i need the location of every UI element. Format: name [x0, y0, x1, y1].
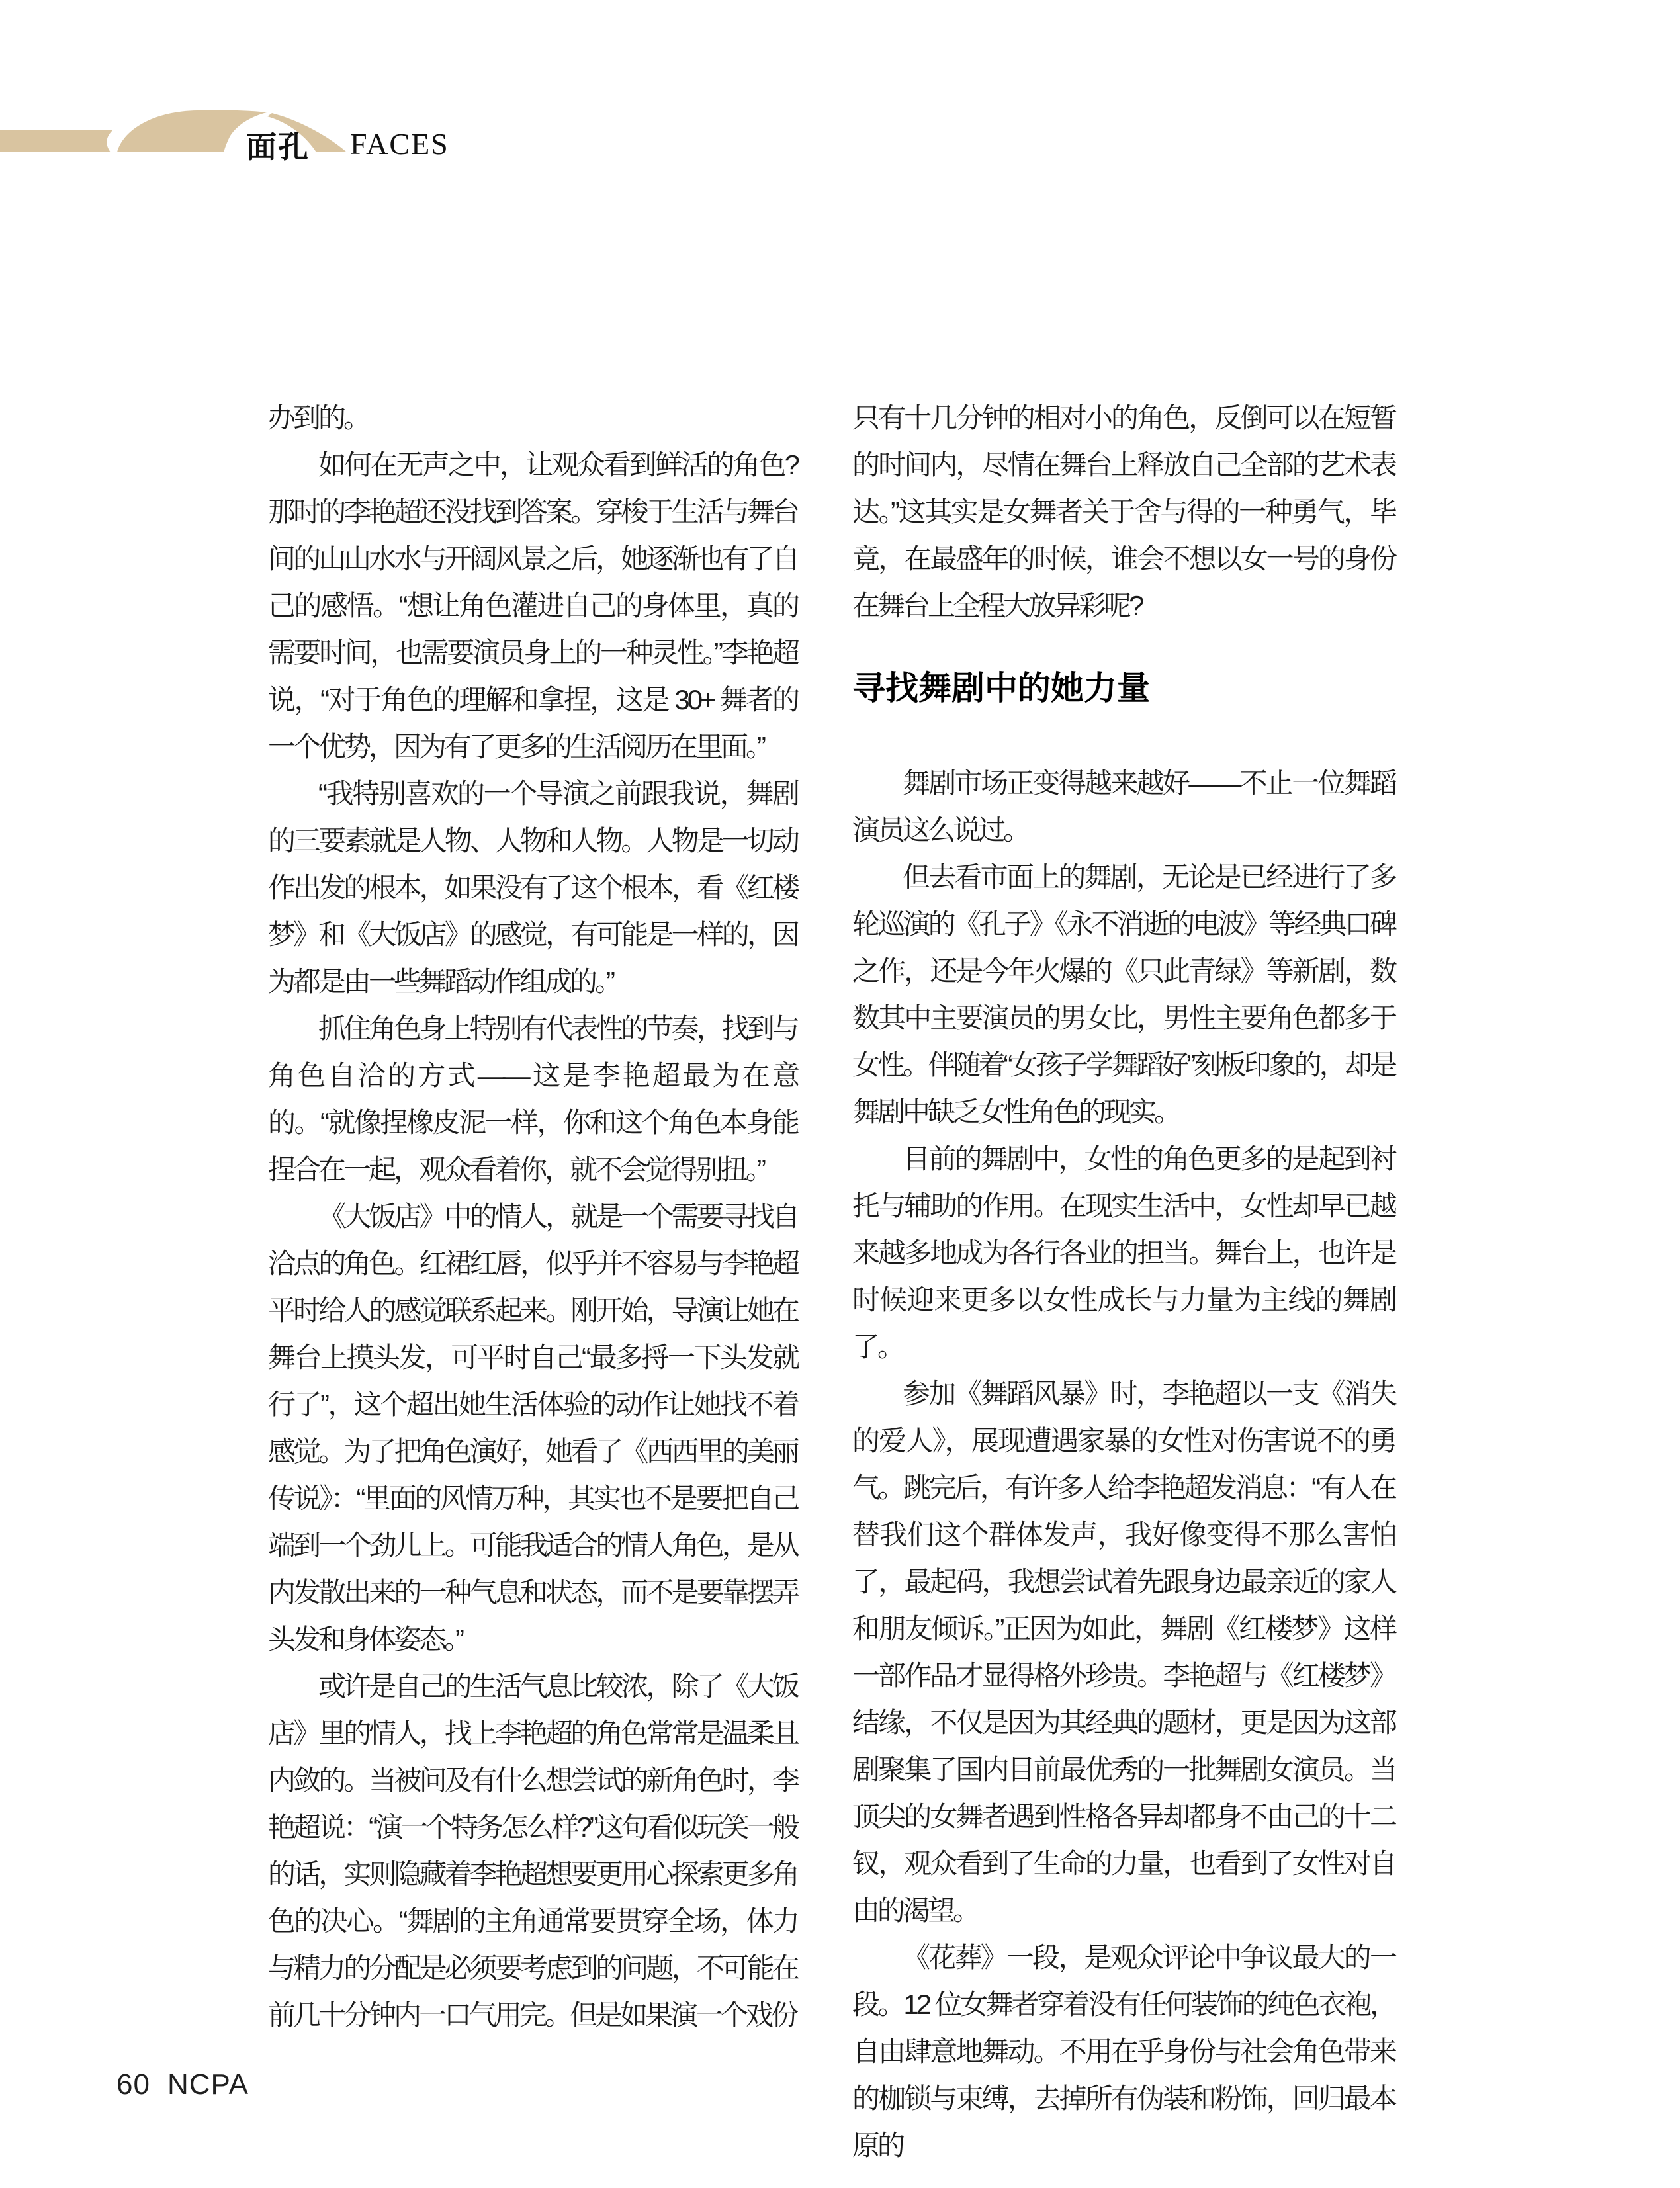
- swoosh-dome: [117, 110, 267, 152]
- body-paragraph: 舞剧市场正变得越来越好——不止一位舞蹈演员这么说过。: [852, 767, 1395, 846]
- continuation-text: 办到的。: [268, 402, 369, 433]
- magazine-code: NCPA: [167, 2068, 249, 2101]
- section-title-cn: 面孔: [246, 130, 310, 164]
- right-column: [852, 394, 1395, 2169]
- page-footer: [116, 2068, 249, 2101]
- body-paragraph: 抓住角色身上特别有代表性的节奏，找到与角色自洽的方式——这是李艳超最为在意的。“就像捏橡皮泥一样，你和这个角色本身能捏合在一起，观众看着你，就不会觉得别扭。”: [268, 1013, 797, 1185]
- page-number: 60: [116, 2068, 150, 2101]
- masthead-swoosh-graphic: [0, 0, 371, 172]
- body-paragraph: 如何在无声之中，让观众看到鲜活的角色?那时的李艳超还没找到答案。穿梭于生活与舞台间的山山水水与开阔风景之后，她逐渐也有了自己的感悟。“想让角色灌进自己的身体里，真的需要时间，也需要演员身上的一种灵性。”李艳超说，“对于角色的理解和拿捏，这是 30+ 舞者的一个优势，因为有了更多的生活阅历在里面。”: [268, 449, 797, 762]
- body-paragraph: 《花葬》一段，是观众评论中争议最大的一段。12 位女舞者穿着没有任何装饰的纯色衣袍，自由肆意地舞动。不用在乎身份与社会角色带来的枷锁与束缚，去掉所有伪装和粉饰，回归最本原的: [852, 1942, 1395, 2161]
- section-heading: 寻找舞剧中的她力量: [852, 670, 1150, 707]
- body-paragraph: 或许是自己的生活气息比较浓，除了《大饭店》里的情人，找上李艳超的角色常常是温柔且内敛的。当被问及有什么想尝试的新角色时，李艳超说：“演一个特务怎么样?”这句看似玩笑一般的话，实则隐藏着李艳超想要更用心探索更多角色的决心。“舞剧的主角通常要贯穿全场，体力与精力的分配是必须要考虑到的问题，不可能在前几十分钟内一口气用完。但是如果演一个戏份: [268, 1671, 797, 2031]
- body-paragraph: “我特别喜欢的一个导演之前跟我说，舞剧的三要素就是人物、人物和人物。人物是一切动作出发的根本，如果没有了这个根本，看《红楼梦》和《大饭店》的感觉，有可能是一样的，因为都是由一些舞蹈动作组成的。”: [268, 778, 797, 997]
- header-bar: [0, 130, 112, 152]
- body-paragraph: 《大饭店》中的情人，就是一个需要寻找自洽点的角色。红裙红唇，似乎并不容易与李艳超平时给人的感觉联系起来。刚开始，导演让她在舞台上摸头发，可平时自己“最多捋一下头发就行了”，这个超出她生活体验的动作让她找不着感觉。为了把角色演好，她看了《西西里的美丽传说》：“里面的风情万种，其实也不是要把自己端到一个劲儿上。可能我适合的情人角色，是从内发散出来的一种气息和状态，而不是要靠摆弄头发和身体姿态。”: [268, 1201, 797, 1655]
- body-paragraph: 但去看市面上的舞剧，无论是已经进行了多轮巡演的《孔子》《永不消逝的电波》等经典口碑之作，还是今年火爆的《只此青绿》等新剧，数数其中主要演员的男女比，男性主要角色都多于女性。伴随着“女孩子学舞蹈好”刻板印象的，却是舞剧中缺乏女性角色的现实。: [852, 861, 1395, 1127]
- body-paragraph: 参加《舞蹈风暴》时，李艳超以一支《消失的爱人》，展现遭遇家暴的女性对伤害说不的勇气。跳完后，有许多人给李艳超发消息：“有人在替我们这个群体发声，我好像变得不那么害怕了，最起码，我想尝试着先跟身边最亲近的家人和朋友倾诉。”正因为如此，舞剧《红楼梦》这样一部作品才显得格外珍贵。李艳超与《红楼梦》结缘，不仅是因为其经典的题材，更是因为这部剧聚集了国内目前最优秀的一批舞剧女演员。当顶尖的女舞者遇到性格各异却都身不由己的十二钗，观众看到了生命的力量，也看到了女性对自由的渴望。: [852, 1378, 1395, 1926]
- continuation-text: 只有十几分钟的相对小的角色，反倒可以在短暂的时间内，尽情在舞台上释放自己全部的艺术表达。”这其实是女舞者关于舍与得的一种勇气，毕竟，在最盛年的时候，谁会不想以女一号的身份在舞台上全程大放异彩呢?: [852, 402, 1395, 621]
- body-paragraph: 目前的舞剧中，女性的角色更多的是起到衬托与辅助的作用。在现实生活中，女性却早已越来越多地成为各行各业的担当。舞台上，也许是时候迎来更多以女性成长与力量为主线的舞剧了。: [852, 1143, 1395, 1362]
- section-title-en: FACES: [350, 127, 449, 161]
- left-column: [268, 394, 797, 2038]
